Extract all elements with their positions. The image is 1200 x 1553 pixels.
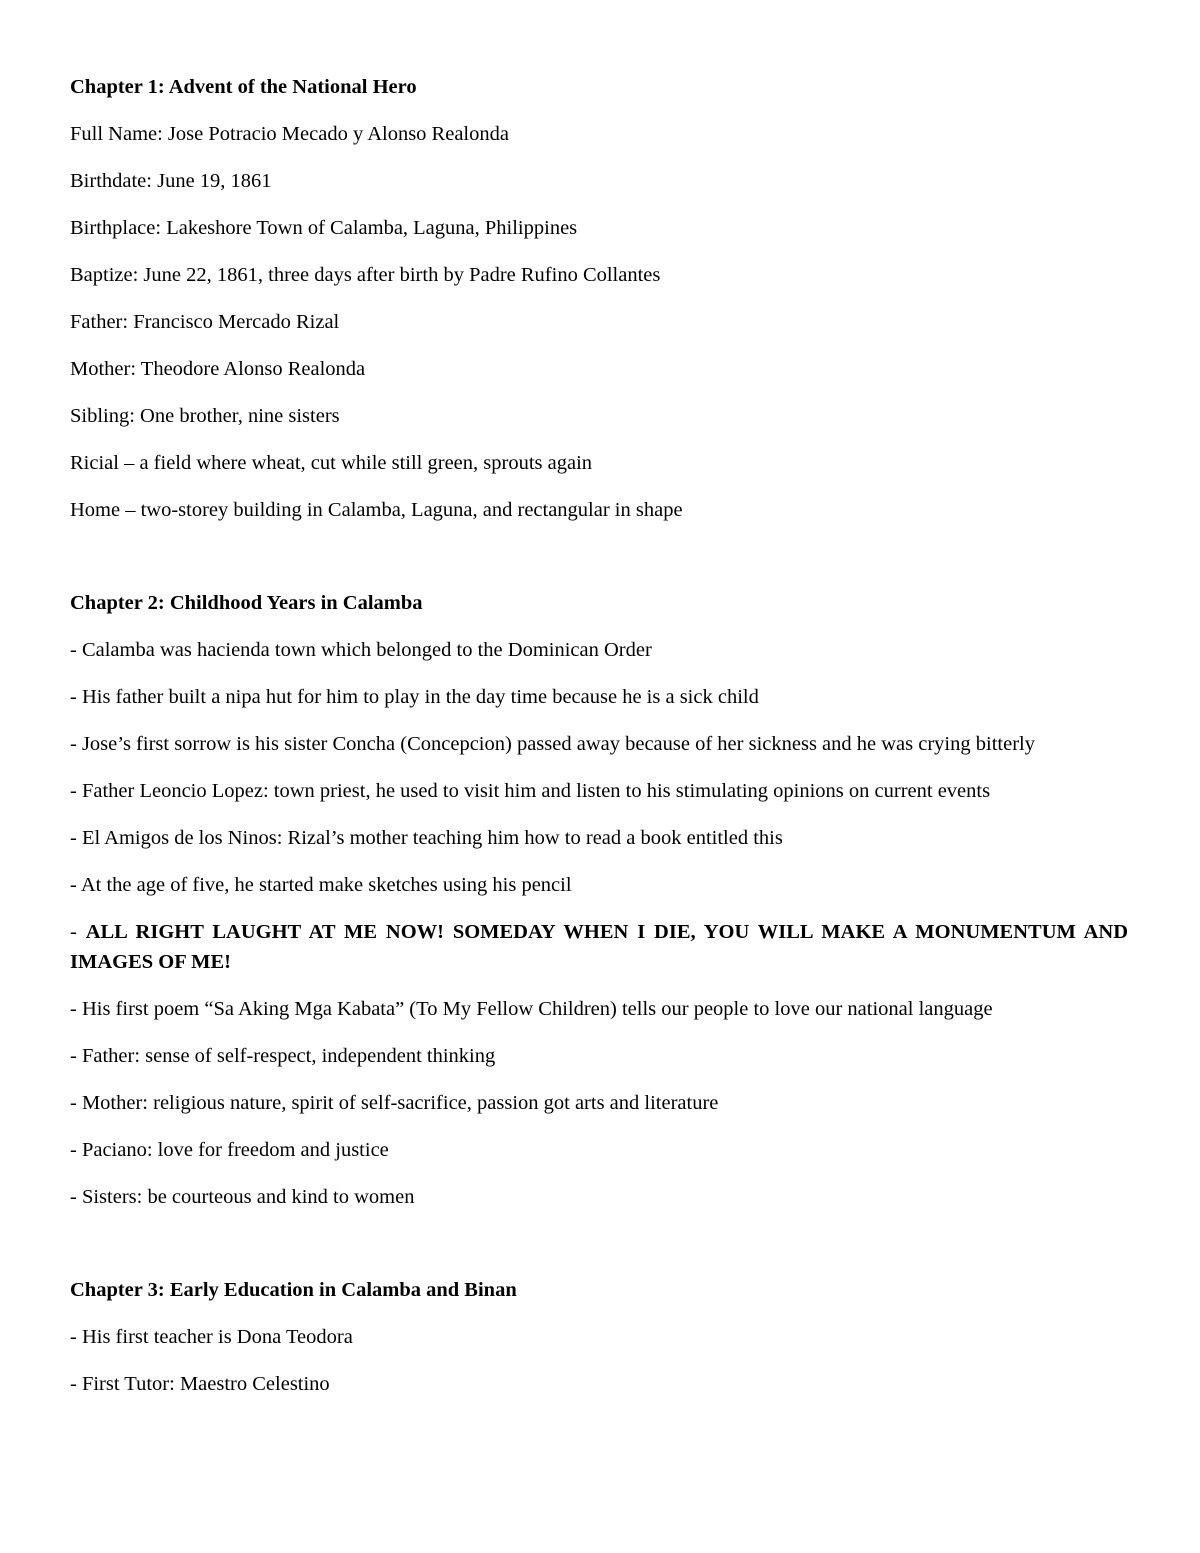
- list-item: - Paciano: love for freedom and justice: [70, 1139, 389, 1161]
- chapter-1-heading: Chapter 1: Advent of the National Hero: [70, 76, 417, 98]
- birthplace-line: Birthplace: Lakeshore Town of Calamba, Laguna, Philippines: [70, 217, 578, 239]
- list-item: - Mother: religious nature, spirit of self-sacrifice, passion got arts and literature: [70, 1092, 719, 1114]
- list-item: - At the age of five, he started make sketches using his pencil: [70, 874, 572, 896]
- quote-text: ALL RIGHT LAUGHT AT ME NOW! SOMEDAY WHEN I DIE, YOU WILL MAKE A MONUMENTUM AND IMAGES OF ME!: [70, 921, 1128, 973]
- list-item: - His father built a nipa hut for him to play in the day time because he is a sick child: [70, 686, 759, 708]
- section-spacer: [70, 542, 1128, 588]
- birthdate-line: Birthdate: June 19, 1861: [70, 170, 272, 192]
- list-item: - His first poem “Sa Aking Mga Kabata” (To My Fellow Children) tells our people to love our national language: [70, 998, 993, 1020]
- quote-prefix: -: [70, 921, 86, 943]
- mother-line: Mother: Theodore Alonso Realonda: [70, 358, 366, 380]
- list-item: - Father: sense of self-respect, independent thinking: [70, 1045, 496, 1067]
- sibling-line: Sibling: One brother, nine sisters: [70, 405, 340, 427]
- baptize-line: Baptize: June 22, 1861, three days after birth by Padre Rufino Collantes: [70, 264, 661, 286]
- list-item: - Father Leoncio Lopez: town priest, he used to visit him and listen to his stimulating opinions on current events: [70, 780, 991, 802]
- home-line: Home – two-storey building in Calamba, Laguna, and rectangular in shape: [70, 499, 683, 521]
- list-item: - Calamba was hacienda town which belonged to the Dominican Order: [70, 639, 652, 661]
- ricial-line: Ricial – a field where wheat, cut while still green, sprouts again: [70, 452, 593, 474]
- chapter-3-heading: Chapter 3: Early Education in Calamba and Binan: [70, 1279, 517, 1301]
- full-name-line: Full Name: Jose Potracio Mecado y Alonso Realonda: [70, 123, 509, 145]
- list-item: - First Tutor: Maestro Celestino: [70, 1373, 330, 1395]
- list-item: - His first teacher is Dona Teodora: [70, 1326, 353, 1348]
- father-line: Father: Francisco Mercado Rizal: [70, 311, 340, 333]
- section-spacer: [70, 1229, 1128, 1275]
- chapter-2-heading: Chapter 2: Childhood Years in Calamba: [70, 592, 423, 614]
- list-item: - Jose’s first sorrow is his sister Concha (Concepcion) passed away because of her sickness and he was crying bitterly: [70, 733, 1035, 755]
- quote-item: [70, 917, 1128, 977]
- list-item: - El Amigos de los Ninos: Rizal’s mother teaching him how to read a book entitled this: [70, 827, 783, 849]
- document-content: [70, 72, 1128, 1416]
- list-item: - Sisters: be courteous and kind to women: [70, 1186, 415, 1208]
